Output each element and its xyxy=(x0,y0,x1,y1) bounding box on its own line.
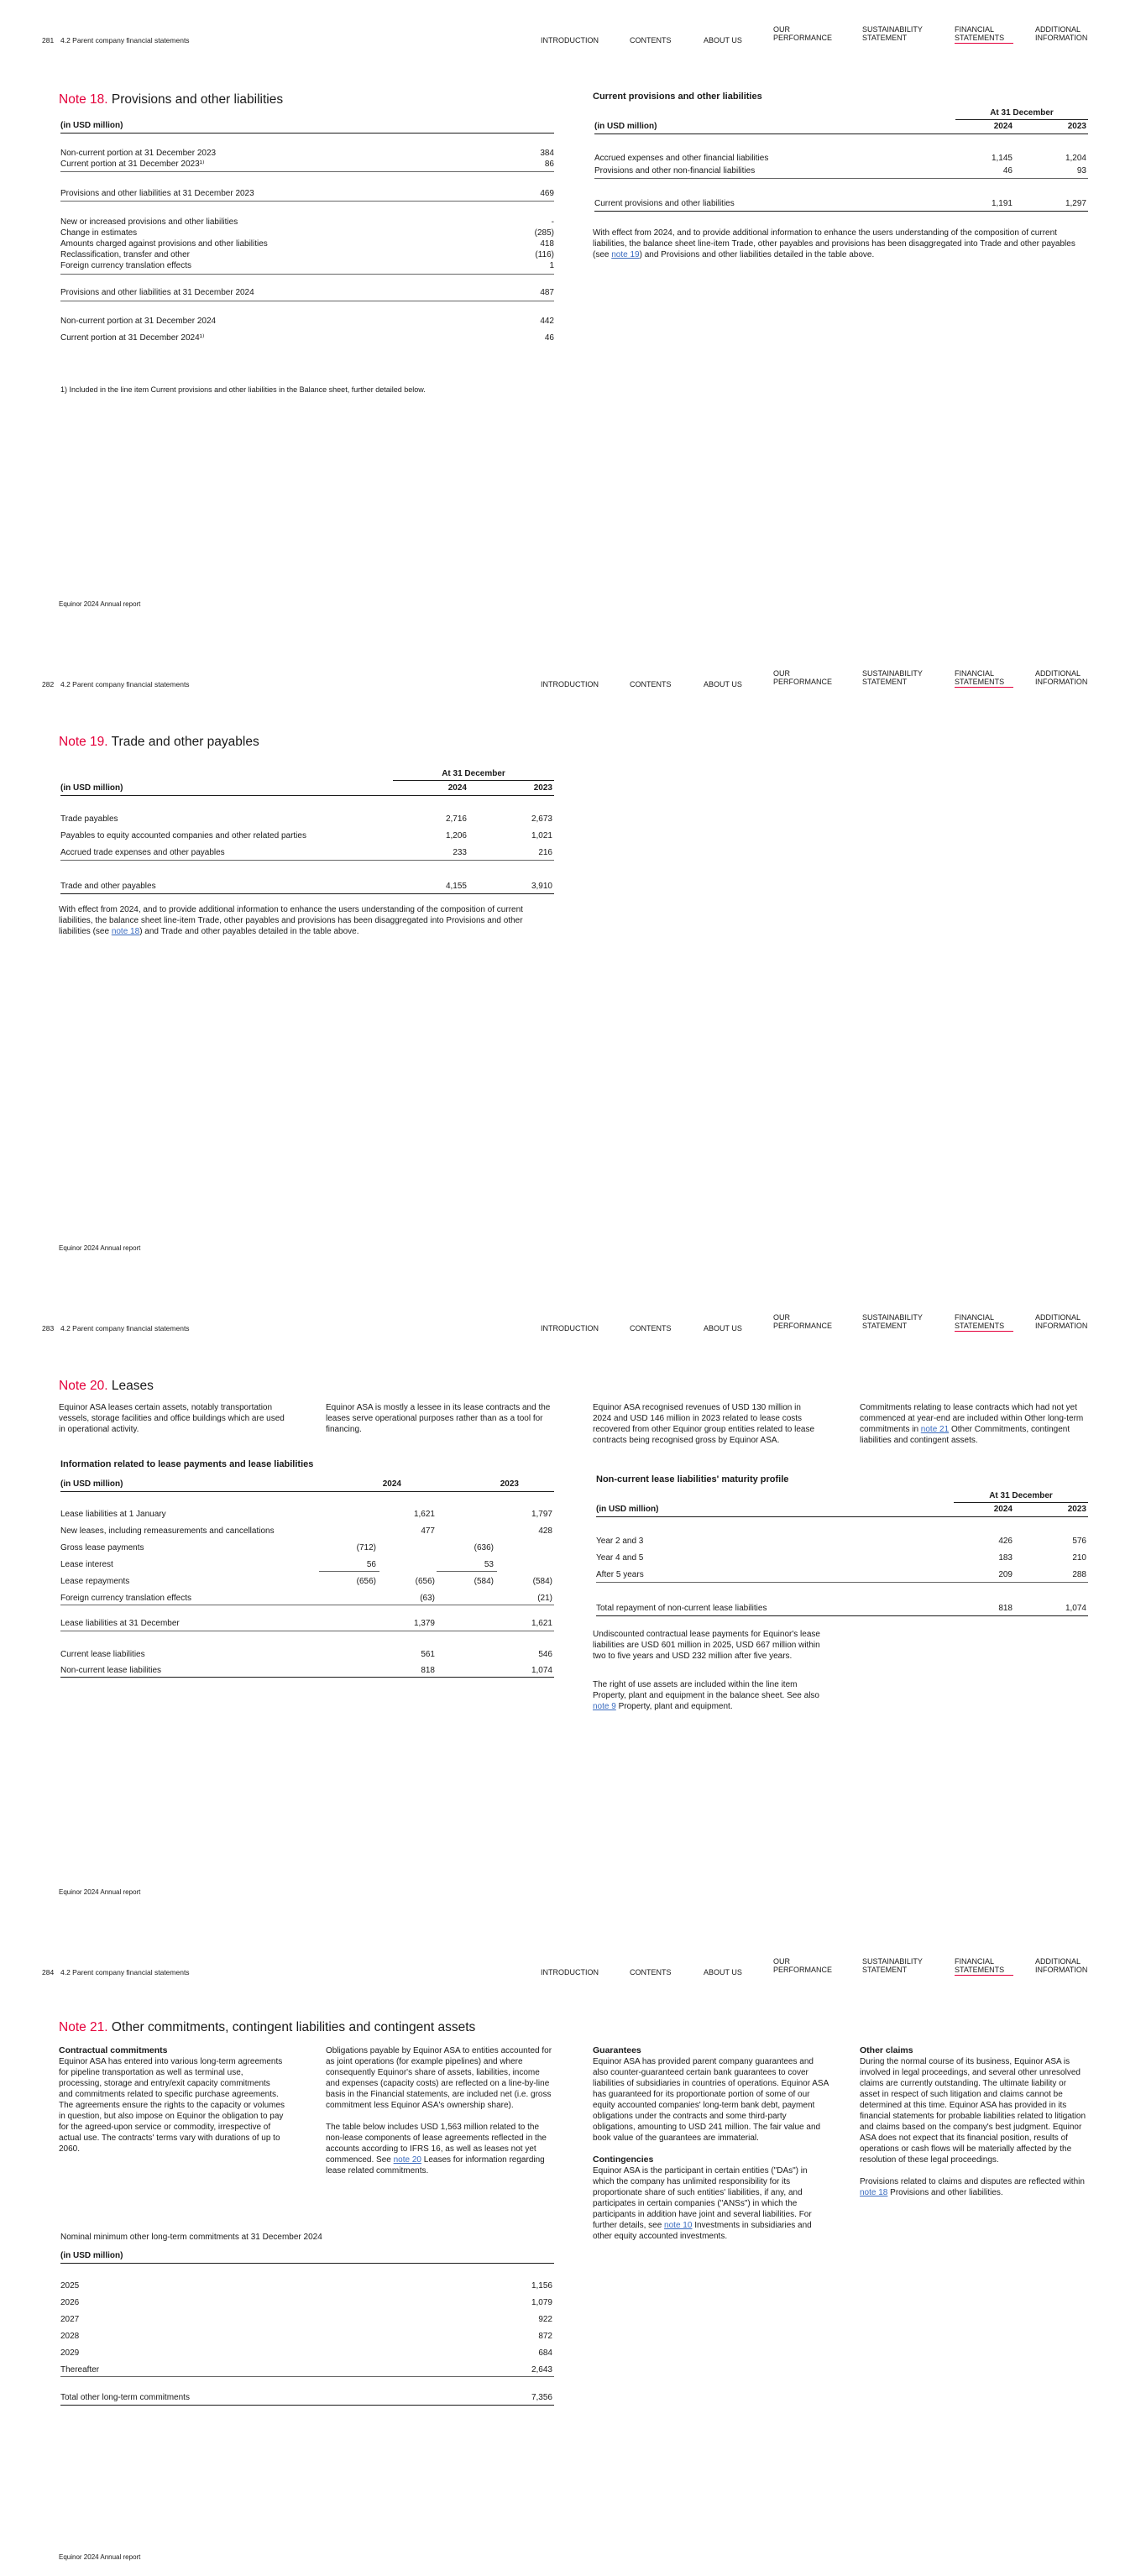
table-row-label: Lease interest xyxy=(60,1560,113,1569)
table-cell: 7,356 xyxy=(531,2393,552,2402)
nav-introduction[interactable]: INTRODUCTION xyxy=(541,1968,599,1977)
table-cell: 1,156 xyxy=(531,2281,552,2291)
table-row-label: Accrued trade expenses and other payables xyxy=(60,848,225,857)
trade-payables-table xyxy=(60,767,554,893)
table-cell: 546 xyxy=(538,1650,552,1659)
col-header: 2024 xyxy=(993,1505,1013,1514)
table-cell: 46 xyxy=(544,333,554,343)
table-cell: 1,297 xyxy=(1065,199,1086,208)
table-row-label: Foreign currency translation effects xyxy=(60,1594,192,1603)
guarantees-text: Equinor ASA has provided parent company guarantees and also counter-guaranteed certain bank guarantees to cover liabilities of subsidiaries in countries of operations. Equinor ASA has guaranteed for its proportionate portion of some of our equity accounted companies' long-term bank debt, payment obligations under the contracts and some third-party obligations, amounting to USD 241 million. The fair value and book value of the guarantees are immaterial. xyxy=(593,2057,829,2143)
table-cell: 210 xyxy=(1072,1553,1086,1563)
nav-our-performance[interactable]: OUR PERFORMANCE xyxy=(773,1957,833,1974)
table-row-label: Provisions and other liabilities at 31 December 2024 xyxy=(60,288,254,297)
ifrs16-paragraph xyxy=(326,2122,554,2176)
para-text: Leases for information regarding lease related commitments. xyxy=(326,2155,545,2175)
nav-introduction[interactable]: INTRODUCTION xyxy=(541,680,599,689)
page-281 xyxy=(0,0,1146,644)
footer: Equinor 2024 Annual report xyxy=(59,1888,141,1896)
intro-col-2: Equinor ASA is mostly a lessee in its lease contracts and the leases serve operational purposes rather than as a tool for financing. xyxy=(326,1403,551,1434)
note-18-link[interactable]: note 18 xyxy=(860,2188,888,2197)
table-cell: (656) xyxy=(356,1577,376,1586)
maturity-table-title: Non-current lease liabilities' maturity profile xyxy=(596,1474,789,1484)
para-text: With effect from 2024, and to provide additional information to enhance the users understanding of the composition of current liabilities, the balance sheet line-item Trade, other payables and provisions has been disaggregated into Provisions and other liabilities (see xyxy=(59,905,523,936)
right-table-title: Current provisions and other liabilities xyxy=(593,92,762,102)
table-cell: 426 xyxy=(998,1537,1013,1546)
table-row-label: Lease liabilities at 31 December xyxy=(60,1619,180,1628)
nav-financial-statements[interactable]: FINANCIAL STATEMENTS xyxy=(955,1313,1013,1332)
page-284 xyxy=(0,1932,1146,2576)
note-heading: Leases xyxy=(111,1379,154,1393)
table-row-label: 2025 xyxy=(60,2281,80,2291)
table-cell: 1,074 xyxy=(531,1666,552,1675)
note-number: Note 21. xyxy=(59,2020,108,2034)
nav-sustainability-statement[interactable]: SUSTAINABILITY STATEMENT xyxy=(862,1313,923,1330)
table-row-label: Non-current portion at 31 December 2024 xyxy=(60,317,217,326)
table-cell: (584) xyxy=(474,1577,494,1586)
col-header: 2023 xyxy=(500,1479,519,1489)
table-cell: (63) xyxy=(420,1594,435,1603)
table-cell: 487 xyxy=(540,288,554,297)
table-cell: 2,716 xyxy=(445,814,467,824)
nav-contents[interactable]: CONTENTS xyxy=(630,36,672,45)
table-cell: 1,079 xyxy=(531,2298,552,2307)
table-row-label: Non-current lease liabilities xyxy=(60,1666,162,1675)
footer: Equinor 2024 Annual report xyxy=(59,2553,141,2561)
table-row-label: After 5 years xyxy=(596,1570,644,1579)
nav-about-us[interactable]: ABOUT US xyxy=(704,36,742,45)
table-cell: 922 xyxy=(538,2315,552,2324)
table-cell: 684 xyxy=(538,2348,552,2358)
contractual-commitments xyxy=(59,2045,285,2155)
nav-sustainability-statement[interactable]: SUSTAINABILITY STATEMENT xyxy=(862,1957,923,1974)
note-21-link[interactable]: note 21 xyxy=(920,1425,950,1434)
nav-our-performance[interactable]: OUR PERFORMANCE xyxy=(773,1313,833,1330)
col-header: 2024 xyxy=(993,122,1013,131)
footnote: 1) Included in the line item Current provisions and other liabilities in the Balance sheet, further detailed below. xyxy=(60,385,426,394)
nav-contents[interactable]: CONTENTS xyxy=(630,1324,672,1333)
unit-label: (in USD million) xyxy=(60,2251,123,2260)
nav-additional-information[interactable]: ADDITIONAL INFORMATION xyxy=(1035,1957,1088,1974)
table-row-label: 2028 xyxy=(60,2332,80,2341)
table-cell: 53 xyxy=(484,1560,494,1569)
unit-label: (in USD million) xyxy=(594,122,657,131)
page-number: 281 xyxy=(42,36,55,45)
table-cell: 418 xyxy=(540,239,554,249)
table-row-label: 2029 xyxy=(60,2348,80,2358)
intro-col-4 xyxy=(860,1402,1086,1446)
table-cell: 183 xyxy=(998,1553,1013,1563)
table-row-label: Total repayment of non-current lease liabilities xyxy=(596,1604,767,1613)
provisions-table xyxy=(60,118,554,403)
table-cell: 216 xyxy=(538,848,552,857)
col-header: 2024 xyxy=(382,1479,401,1489)
guarantees-column xyxy=(593,2045,829,2242)
note-18-link[interactable]: note 18 xyxy=(111,927,140,936)
para-text: The table below includes USD 1,563 million related to the non-lease components of lease agreements reflected in the accounts according to IFRS 16, as well as leases not yet commenced. See xyxy=(326,2123,547,2165)
table-cell: 1,204 xyxy=(1065,154,1086,163)
note-title xyxy=(59,2020,475,2035)
table-cell: (116) xyxy=(535,250,554,259)
table-row-label: Current lease liabilities xyxy=(60,1650,145,1659)
note-heading: Trade and other payables xyxy=(111,735,259,749)
table-cell: 1,191 xyxy=(991,199,1013,208)
table-cell: 46 xyxy=(1002,166,1013,175)
page-282 xyxy=(0,644,1146,1288)
table-row-label: Foreign currency translation effects xyxy=(60,261,192,270)
table-cell: 1,621 xyxy=(413,1510,435,1519)
table-cell: 384 xyxy=(540,149,554,158)
table-row-label: Accrued expenses and other financial liabilities xyxy=(594,154,769,163)
nav-introduction[interactable]: INTRODUCTION xyxy=(541,1324,599,1333)
note-10-link[interactable]: note 10 xyxy=(664,2221,693,2230)
table-cell: 1 xyxy=(549,261,554,270)
page-header xyxy=(0,1957,1146,1982)
table-cell: 428 xyxy=(538,1526,552,1536)
nav-additional-information[interactable]: ADDITIONAL INFORMATION xyxy=(1035,669,1088,686)
para-text: The right of use assets are included within the line item Property, plant and equipment in the balance sheet. See also xyxy=(593,1680,819,1700)
table-cell: 872 xyxy=(538,2332,552,2341)
table-cell: 576 xyxy=(1072,1537,1086,1546)
nav-additional-information[interactable]: ADDITIONAL INFORMATION xyxy=(1035,1313,1088,1330)
nav-introduction[interactable]: INTRODUCTION xyxy=(541,36,599,45)
intro-col-1: Equinor ASA leases certain assets, notably transportation vessels, storage facilities and office buildings which are used in operational activity. xyxy=(59,1403,285,1434)
note-20-link[interactable]: note 20 xyxy=(393,2155,421,2165)
para-text: ) and Trade and other payables detailed in the table above. xyxy=(139,927,359,936)
at-header: At 31 December xyxy=(990,108,1054,118)
table-cell: 1,797 xyxy=(531,1510,552,1519)
table-row-label: Amounts charged against provisions and other liabilities xyxy=(60,239,268,249)
other-claims-column xyxy=(860,2045,1088,2198)
nav-financial-statements[interactable]: FINANCIAL STATEMENTS xyxy=(955,669,1013,688)
unit-label: (in USD million) xyxy=(596,1505,659,1514)
note-9-link[interactable]: note 9 xyxy=(593,1702,616,1711)
right-paragraph xyxy=(593,228,1088,260)
table-cell: 1,145 xyxy=(991,154,1013,163)
table-cell: 4,155 xyxy=(445,882,467,891)
commitments-table-title: Nominal minimum other long-term commitments at 31 December 2024 xyxy=(60,2233,322,2242)
table-row-label: Provisions and other liabilities at 31 December 2023 xyxy=(60,189,254,198)
nav-our-performance[interactable]: OUR PERFORMANCE xyxy=(773,669,833,686)
other-claims-heading: Other claims xyxy=(860,2045,913,2055)
table-cell: 3,910 xyxy=(531,882,552,891)
maturity-table xyxy=(596,1489,1088,1623)
table-cell: 477 xyxy=(421,1526,435,1536)
table-row-label: Current portion at 31 December 2023¹⁾ xyxy=(60,160,205,169)
table-cell: 288 xyxy=(1072,1570,1086,1579)
unit-label: (in USD million) xyxy=(60,783,123,793)
contingencies-text xyxy=(593,2165,829,2242)
section-title: 4.2 Parent company financial statements xyxy=(60,36,190,45)
table-cell: 1,379 xyxy=(413,1619,435,1628)
lease-table xyxy=(60,1477,554,1687)
table-row-label: Non-current portion at 31 December 2023 xyxy=(60,149,217,158)
paragraph xyxy=(59,904,554,937)
nav-sustainability-statement[interactable]: SUSTAINABILITY STATEMENT xyxy=(862,669,923,686)
nav-financial-statements[interactable]: FINANCIAL STATEMENTS xyxy=(955,25,1013,44)
undiscounted-paragraph: Undiscounted contractual lease payments for Equinor's lease liabilities are USD 601 million in 2025, USD 667 million within two to five years and USD 232 million after five years. xyxy=(593,1630,820,1661)
footer: Equinor 2024 Annual report xyxy=(59,600,141,608)
table-row-label: Payables to equity accounted companies and other related parties xyxy=(60,831,306,840)
table-row-label: Reclassification, transfer and other xyxy=(60,250,190,259)
table-row-label: Current portion at 31 December 2024¹⁾ xyxy=(60,333,205,343)
table-cell: 1,621 xyxy=(531,1619,552,1628)
other-claims-text: During the normal course of its business, Equinor ASA is involved in legal proceedings, and several other unresolved claims are currently outstanding. The ultimate liability or asset in respect of such litigation and claims cannot be determined at this time. Equinor ASA has provided in its financial statements for probable liabilities related to litigation and claims based on the company's best judgment. Equinor ASA does not expect that its financial position, results of operations or cash flows will be materially affected by the resolution of these legal proceedings. xyxy=(860,2057,1086,2165)
table-row-label: Lease repayments xyxy=(60,1577,130,1586)
note-heading: Other commitments, contingent liabilities and contingent assets xyxy=(111,2020,476,2034)
table-row-label: 2027 xyxy=(60,2315,80,2324)
table-row-label: Trade and other payables xyxy=(60,882,156,891)
table-row-label: Thereafter xyxy=(60,2365,100,2374)
obligations-text: Obligations payable by Equinor ASA to entities accounted for as joint operations (for example pipelines) and where consequently Equinor's share of assets, liabilities, income and expenses (capacity costs) are reflected on a line-by-line basis in the Financial statements, are included net (i.e. gross commitment less Equinor ASA's ownership share). xyxy=(326,2046,552,2110)
nav-our-performance[interactable]: OUR PERFORMANCE xyxy=(773,25,833,42)
table-cell: 1,206 xyxy=(445,831,467,840)
page-283 xyxy=(0,1288,1146,1932)
at-header: At 31 December xyxy=(989,1491,1053,1500)
unit-label: (in USD million) xyxy=(60,121,123,130)
table-cell: (21) xyxy=(537,1594,552,1603)
table-cell: 1,021 xyxy=(531,831,552,840)
claims-provisions-text xyxy=(860,2176,1088,2198)
commitments-table xyxy=(60,2249,554,2408)
page-number: 284 xyxy=(42,1968,55,1977)
table-cell: 818 xyxy=(421,1666,435,1675)
table-cell: 561 xyxy=(421,1650,435,1659)
contractual-commitments-text: Equinor ASA has entered into various long-term agreements for pipeline transportation as well as terminal use, processing, storage and entry/exit capacity commitments and commitments related to specific purchase agreements. The agreements ensure the rights to the capacity or volumes in question, but also impose on Equinor the obligation to pay for the agreed-upon service or commodity, irrespective of actual use. The contracts' terms vary with durations of up to 2060. xyxy=(59,2057,285,2154)
contingencies-heading: Contingencies xyxy=(593,2155,654,2165)
para-text: Property, plant and equipment. xyxy=(615,1702,733,1711)
col-header: 2023 xyxy=(1067,1505,1086,1514)
section-title: 4.2 Parent company financial statements xyxy=(60,1968,190,1977)
table-row-label: 2026 xyxy=(60,2298,80,2307)
col-header: 2024 xyxy=(447,783,467,793)
table-cell: (656) xyxy=(415,1577,435,1586)
table-cell: 56 xyxy=(366,1560,376,1569)
table-cell: 818 xyxy=(998,1604,1013,1613)
table-row-label: Year 2 and 3 xyxy=(596,1537,644,1546)
obligations-column xyxy=(326,2045,554,2176)
table-row-label: Gross lease payments xyxy=(60,1543,144,1552)
note-number: Note 20. xyxy=(59,1379,108,1393)
table-cell: (712) xyxy=(356,1543,376,1552)
nav-contents[interactable]: CONTENTS xyxy=(630,1968,672,1977)
table-row-label: Total other long-term commitments xyxy=(60,2393,190,2402)
table-cell: 209 xyxy=(998,1570,1013,1579)
para-text: Provisions and other liabilities. xyxy=(887,2188,1003,2197)
para-text: Other Commitments, contingent liabilities and contingent assets. xyxy=(860,1425,1070,1445)
table-row-label: Lease liabilities at 1 January xyxy=(60,1510,166,1519)
para-text: Investments in subsidiaries and other equity accounted investments. xyxy=(593,2221,812,2241)
nav-contents[interactable]: CONTENTS xyxy=(630,680,672,689)
table-cell: 442 xyxy=(540,317,554,326)
note-title xyxy=(59,92,283,107)
intro-col-3: Equinor ASA recognised revenues of USD 130 million in 2024 and USD 146 million in 2023 related to lease costs recovered from other Equinor group entities related to lease contracts being recognised gross by Equinor ASA. xyxy=(593,1403,815,1445)
para-text: ) and Provisions and other liabilities detailed in the table above. xyxy=(639,250,875,259)
table-row-label: Current provisions and other liabilities xyxy=(594,199,735,208)
table-cell: (584) xyxy=(532,1577,552,1586)
para-text: Commitments relating to lease contracts which had not yet commenced at year-end are included within Other long-term commitments in xyxy=(860,1403,1084,1434)
table-cell: 86 xyxy=(544,160,554,169)
table-cell: 469 xyxy=(540,189,554,198)
table-row-label: Provisions and other non-financial liabilities xyxy=(594,166,756,175)
page-header xyxy=(0,669,1146,694)
table-cell: (285) xyxy=(534,228,554,238)
table-cell: - xyxy=(551,217,554,227)
nav-additional-information[interactable]: ADDITIONAL INFORMATION xyxy=(1035,25,1088,42)
page-number: 282 xyxy=(42,680,55,689)
note-number: Note 18. xyxy=(59,92,108,107)
at-header: At 31 December xyxy=(442,769,505,778)
table-cell: (636) xyxy=(474,1543,494,1552)
table-cell: 233 xyxy=(453,848,467,857)
lease-table-title: Information related to lease payments and lease liabilities xyxy=(60,1459,314,1469)
nav-about-us[interactable]: ABOUT US xyxy=(704,1968,742,1977)
col-header: 2023 xyxy=(1067,122,1086,131)
note-title xyxy=(59,735,259,750)
nav-about-us[interactable]: ABOUT US xyxy=(704,680,742,689)
section-title: 4.2 Parent company financial statements xyxy=(60,680,190,689)
table-cell: 2,643 xyxy=(531,2365,552,2374)
table-row-label: New leases, including remeasurements and cancellations xyxy=(60,1526,275,1536)
page-header xyxy=(0,25,1146,50)
note-title xyxy=(59,1379,154,1394)
para-text: With effect from 2024, and to provide additional information to enhance the users understanding of the composition of current liabilities, the balance sheet line-item Trade, other payables and provisions has been disaggregated into Trade and other payables (see xyxy=(593,228,1075,259)
nav-sustainability-statement[interactable]: SUSTAINABILITY STATEMENT xyxy=(862,25,923,42)
current-provisions-table xyxy=(594,106,1088,215)
table-cell: 93 xyxy=(1076,166,1086,175)
table-row-label: Change in estimates xyxy=(60,228,138,238)
contractual-commitments-heading: Contractual commitments xyxy=(59,2045,168,2055)
guarantees-heading: Guarantees xyxy=(593,2045,641,2055)
nav-about-us[interactable]: ABOUT US xyxy=(704,1324,742,1333)
nav-financial-statements[interactable]: FINANCIAL STATEMENTS xyxy=(955,1957,1013,1976)
page-header xyxy=(0,1313,1146,1338)
right-of-use-paragraph xyxy=(593,1679,829,1712)
para-text: Equinor ASA is the participant in certain entities ("DAs") in which the company has unlimited responsibility for its proportionate share of such entities' liabilities, if any, and participates in certain companies ("ANSs") in which the participants in addition have joint and several liabilities. For further details, see xyxy=(593,2166,812,2230)
table-cell: 2,673 xyxy=(531,814,552,824)
page-number: 283 xyxy=(42,1324,55,1333)
note-19-link[interactable]: note 19 xyxy=(611,250,640,259)
table-row-label: New or increased provisions and other liabilities xyxy=(60,217,238,227)
para-text: Provisions related to claims and disputes are reflected within xyxy=(860,2177,1085,2186)
note-number: Note 19. xyxy=(59,735,108,749)
table-row-label: Trade payables xyxy=(60,814,118,824)
col-header: 2023 xyxy=(533,783,552,793)
section-title: 4.2 Parent company financial statements xyxy=(60,1324,190,1333)
table-cell: 1,074 xyxy=(1065,1604,1086,1613)
unit-label: (in USD million) xyxy=(60,1479,123,1489)
note-heading: Provisions and other liabilities xyxy=(111,92,284,107)
footer: Equinor 2024 Annual report xyxy=(59,1244,141,1252)
table-row-label: Year 4 and 5 xyxy=(596,1553,644,1563)
